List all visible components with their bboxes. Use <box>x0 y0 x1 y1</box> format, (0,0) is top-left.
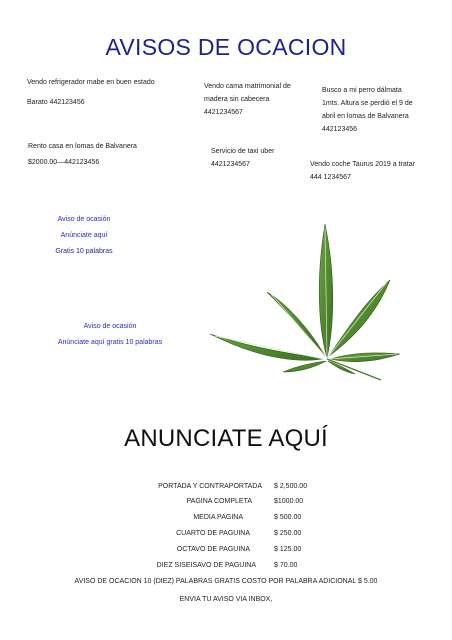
price-label: MEDIA PAGINA <box>193 514 243 521</box>
banner-heading: ANUNCIATE AQUÍ <box>124 425 328 452</box>
footer-contact: ENVIA TU AVISO VIA INBOX, <box>179 596 273 603</box>
price-value: $1000.00 <box>274 498 304 505</box>
classified-ad-refrigerator <box>27 76 197 109</box>
ad-text: madera sin cabecera <box>204 96 270 103</box>
promo-cta: Anúnciate aquí gratis 10 palabras <box>57 339 163 346</box>
classified-ad-car <box>310 158 450 184</box>
ad-text: Busco a mi perro dálmata <box>322 87 402 94</box>
leaf-icon <box>205 222 405 382</box>
price-row <box>112 546 372 558</box>
price-label: PAGINA COMPLETA <box>186 498 252 505</box>
price-value: $ 70.00 <box>274 562 298 569</box>
ad-text: Rento casa en lomas de Balvanera <box>28 143 137 150</box>
price-value: $ 500.00 <box>274 514 302 521</box>
price-label: DIEZ SISEISAVO DE PAGUINA <box>156 562 256 569</box>
price-list <box>112 483 372 573</box>
ad-text: Vendo refrigerador mabe en buen estado <box>27 79 155 86</box>
price-value: $ 250.00 <box>274 530 302 537</box>
price-label: CUARTO DE PAGUINA <box>176 530 250 537</box>
price-row <box>112 498 372 510</box>
price-value: $ 125.00 <box>274 546 302 553</box>
promo-offer: Gratis 10 palabras <box>55 248 113 255</box>
classified-ad-bed <box>204 80 314 119</box>
promo-title: Aviso de ocasión <box>83 323 137 330</box>
price-row <box>112 514 372 526</box>
price-row <box>112 562 372 574</box>
promo-cta: Anúnciate aquí <box>60 232 108 239</box>
ad-phone: Barato 442123456 <box>27 99 85 106</box>
promo-block-2 <box>40 319 180 351</box>
page-title: AVISOS DE OCACION <box>105 34 347 60</box>
price-label: OCTAVO DE PAGUINA <box>176 546 250 553</box>
ad-phone: 444 1234567 <box>310 174 351 181</box>
price-label: PORTADA Y CONTRAPORTADA <box>158 483 262 490</box>
price-row <box>112 530 372 542</box>
footer-note: AVISO DE OCACION 10 (DIEZ) PALABRAS GRATIS COSTO POR PALABRA ADICIONAL $ 5.00 <box>74 578 378 585</box>
ad-text: 1mts. Altura se perdió el 9 de <box>322 100 413 107</box>
price-value: $ 2,500.00 <box>274 483 308 490</box>
ad-phone: 442123456 <box>322 126 358 133</box>
ad-phone: 4421234567 <box>204 109 243 116</box>
ad-text: Vendo coche Taurus 2019 a tratar <box>310 161 415 168</box>
promo-block-1 <box>34 212 134 260</box>
ad-phone: $2000.00—442123456 <box>28 159 100 166</box>
price-row <box>112 483 372 495</box>
ad-text: Servicio de taxi uber <box>211 148 275 155</box>
classified-ad-house-rent <box>28 140 198 169</box>
ad-text: abril en lomas de Balvanera <box>322 113 409 120</box>
ad-text: Vendo cama matrimonial de <box>204 83 291 90</box>
classified-ad-taxi <box>211 145 311 171</box>
classified-ad-lost-dog <box>322 84 442 136</box>
ad-phone: 4421234567 <box>211 161 250 168</box>
promo-title: Aviso de ocasión <box>57 216 111 223</box>
